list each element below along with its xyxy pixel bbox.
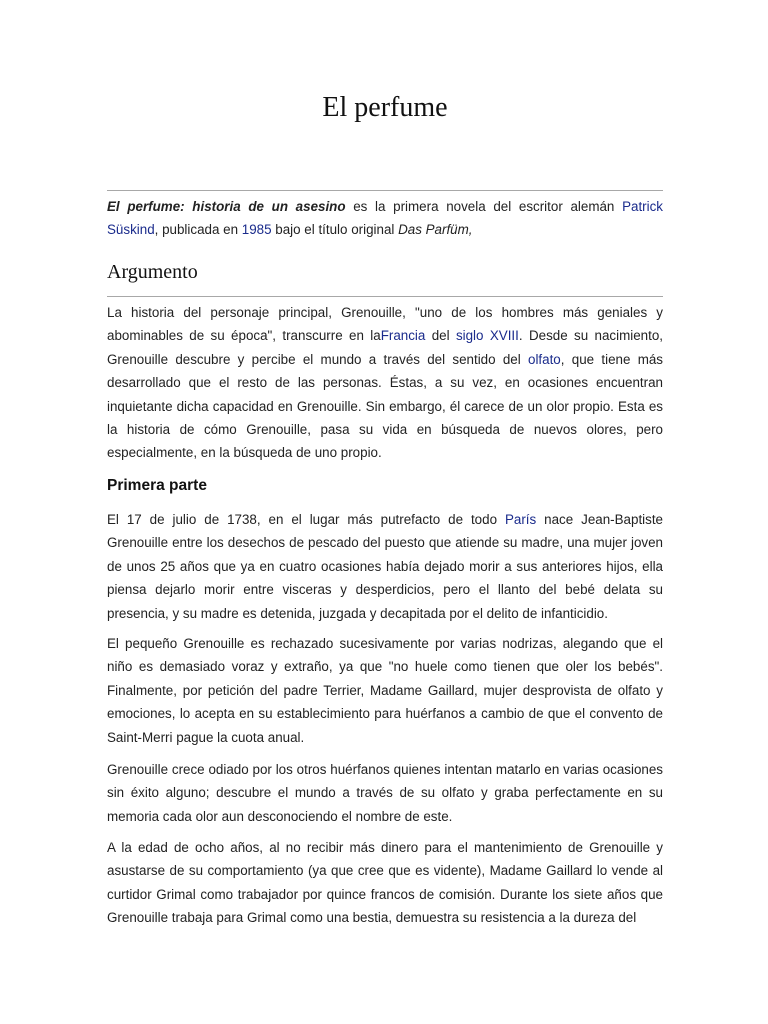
paris-link[interactable]: París bbox=[504, 512, 537, 527]
author-link[interactable]: Patrick Süskind bbox=[107, 199, 663, 238]
document-title: El perfume bbox=[322, 92, 448, 123]
intro-text-3: bajo el título original bbox=[271, 222, 399, 238]
primera-parte-paragraph-3: Grenouille crece odiado por los otros huérfanos quienes intentan matarlo en varias ocasiones sin éxito alguno; descubre el mundo a través de su olfato y graba perfectamente en su memoria cada olor aun desconociendo el nombre de este. bbox=[107, 762, 663, 824]
primera-parte-paragraph-1 bbox=[107, 508, 663, 625]
section-heading-primera-parte: Primera parte bbox=[107, 477, 207, 494]
intro-text-1: es la primera novela del escritor alemán bbox=[345, 199, 623, 214]
argumento-paragraph bbox=[107, 301, 663, 465]
book-title: El perfume: historia de un asesino bbox=[107, 199, 346, 214]
section-divider bbox=[107, 296, 663, 297]
year-link[interactable]: 1985 bbox=[241, 222, 272, 238]
argumento-text-3: . Desde su nacimiento, Grenouille descubre y percibe el mundo a través del sentido del bbox=[107, 328, 664, 367]
title-divider bbox=[107, 190, 663, 191]
original-title: Das Parfüm, bbox=[398, 222, 473, 238]
argumento-text-2: del bbox=[425, 328, 456, 344]
section-heading-argumento: Argumento bbox=[107, 261, 198, 283]
francia-link[interactable]: Francia bbox=[380, 328, 426, 344]
primera-parte-text-1: El 17 de julio de 1738, en el lugar más putrefacto de todo bbox=[107, 512, 505, 527]
primera-parte-paragraph-4: A la edad de ocho años, al no recibir más dinero para el mantenimiento de Grenouille y asustarse de su comportamiento (ya que cree que es vidente), Madame Gaillard lo vende al curtidor Grimal como trabajador por quince francos de comisión. Durante los siete años que Grenouille trabaja para Grimal como una bestia, demuestra su resistencia a la dureza del bbox=[107, 840, 663, 926]
argumento-text-1: La historia del personaje principal, Grenouille, "uno de los hombres más geniales y abominables de su época", transcurre en la bbox=[107, 305, 663, 344]
olfato-link[interactable]: olfato bbox=[528, 351, 561, 367]
primera-parte-paragraph-2: El pequeño Grenouille es rechazado sucesivamente por varias nodrizas, alegando que el niño es demasiado voraz y extraño, ya que "no huele como tienen que oler los bebés". Finalmente, por petición del padre Terrier, Madame Gaillard, mujer desprovista de olfato y emociones, lo acepta en su establecimiento para huérfanos a cambio de que el convento de Saint-Merri pague la cuota anual. bbox=[107, 636, 663, 745]
intro-text-2: , publicada en bbox=[154, 222, 242, 238]
intro-paragraph bbox=[107, 195, 663, 242]
primera-parte-text-2: nace Jean-Baptiste Grenouille entre los desechos de pescado del puesto que atiende su madre, una mujer joven de unos 25 años que ya en cuatro ocasiones había dejado morir a sus anteriores hijos, ella piensa dejarlo morir entre visceras y desperdicios, pero el llanto del bebé delata su presencia, y su madre es detenida, juzgada y decapitada por el delito de infanticidio. bbox=[107, 512, 664, 621]
siglo-link[interactable]: siglo XVIII bbox=[455, 328, 519, 344]
argumento-text-4: , que tiene más desarrollado que el resto de las personas. Éstas, a su vez, en ocasiones encuentran inquietante dicha capacidad en Grenouille. Sin embargo, él carece de un olor propio. Esta es la historia de cómo Grenouille, pasa su vida en búsqueda de nuevos olores, pero especialmente, en la búsqueda de uno propio. bbox=[107, 351, 663, 461]
